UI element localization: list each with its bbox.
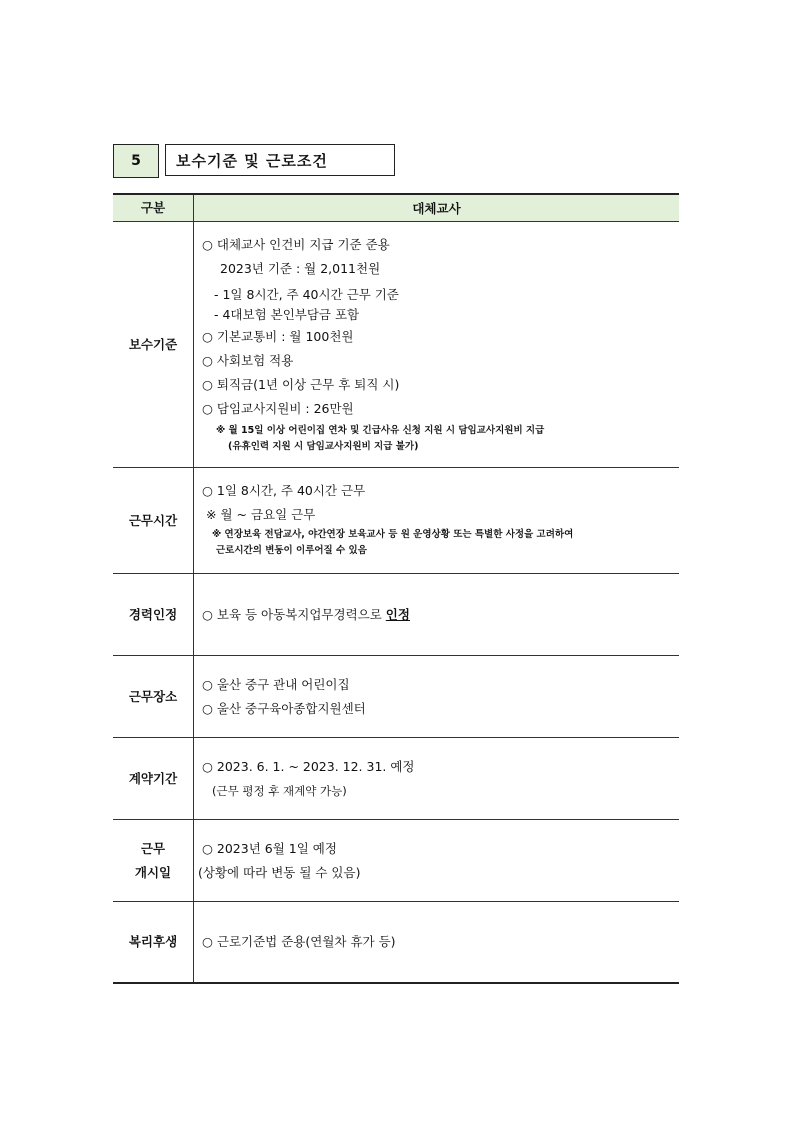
pay-line: ○ 대체교사 인건비 지급 기준 준용 (202, 237, 390, 252)
row-content-hours (194, 468, 679, 573)
pay-line: ○ 퇴직금(1년 이상 근무 후 퇴직 시) (202, 377, 400, 392)
start-label-line: 개시일 (134, 864, 172, 880)
start-line: ○ 2023년 6월 1일 예정 (202, 840, 337, 856)
table-row-place (113, 656, 679, 738)
table-row-hours (113, 468, 679, 574)
start-label-line: 근무 (140, 840, 166, 856)
start-line: (상황에 따라 변동 될 수 있음) (198, 864, 361, 880)
row-label-contract: 계약기간 (113, 738, 194, 819)
row-label-place: 근무장소 (113, 656, 194, 737)
career-emphasis: 인정 (385, 606, 410, 622)
pay-line: ○ 담임교사지원비 : 26만원 (202, 401, 354, 416)
table-row-pay (113, 222, 679, 468)
row-label-pay: 보수기준 (113, 222, 194, 467)
hours-line: ○ 1일 8시간, 주 40시간 근무 (202, 483, 366, 498)
row-content-pay (194, 222, 679, 467)
welfare-line: ○ 근로기준법 준용(연월차 휴가 등) (202, 934, 396, 949)
section-number: 5 (113, 144, 159, 178)
hours-note: 근로시간의 변동이 이루어질 수 있음 (216, 545, 367, 556)
header-target: 대체교사 (412, 201, 461, 216)
pay-line: ○ 사회보험 적용 (202, 353, 294, 368)
pay-line: ○ 기본교통비 : 월 100천원 (202, 329, 354, 344)
place-line: ○ 울산 중구 관내 어린이집 (202, 676, 350, 692)
pay-note: (유휴인력 지원 시 담임교사지원비 지급 불가) (228, 441, 419, 452)
row-content-welfare (194, 902, 679, 982)
row-content-start (194, 820, 679, 901)
table-row-contract (113, 738, 679, 820)
career-text: ○ 보육 등 아동복지업무경력으로 (202, 606, 386, 622)
row-content-career (194, 574, 679, 655)
conditions-table (113, 193, 679, 984)
pay-note: ※ 월 15일 이상 어린이집 연차 및 긴급사유 신청 지원 시 담임교사지원비 지급 (216, 425, 545, 436)
table-row-career (113, 574, 679, 656)
table-header-row (113, 195, 679, 222)
row-label-career: 경력인정 (113, 574, 194, 655)
contract-line: (근무 평정 후 재계약 가능) (212, 783, 347, 798)
row-label-hours: 근무시간 (113, 468, 194, 573)
table-row-welfare (113, 902, 679, 984)
pay-line: - 4대보험 본인부담금 포함 (214, 307, 360, 322)
hours-note: ※ 연장보육 전담교사, 야간연장 보육교사 등 원 운영상황 또는 특별한 사정을 고려하여 (212, 529, 574, 540)
row-content-place (194, 656, 679, 737)
career-line (202, 603, 410, 627)
table-row-start (113, 820, 679, 902)
place-line: ○ 울산 중구육아종합지원센터 (202, 700, 366, 716)
contract-line: ○ 2023. 6. 1. ~ 2023. 12. 31. 예정 (202, 758, 415, 774)
section-title: 보수기준 및 근로조건 (165, 144, 395, 176)
row-label-welfare: 복리후생 (113, 902, 194, 982)
row-label-start (113, 820, 194, 901)
hours-line: ※ 월 ~ 금요일 근무 (206, 507, 316, 522)
header-category: 구분 (113, 195, 194, 221)
pay-line: 2023년 기준 : 월 2,011천원 (220, 261, 381, 276)
row-content-contract (194, 738, 679, 819)
pay-line: - 1일 8시간, 주 40시간 근무 기준 (214, 287, 399, 302)
